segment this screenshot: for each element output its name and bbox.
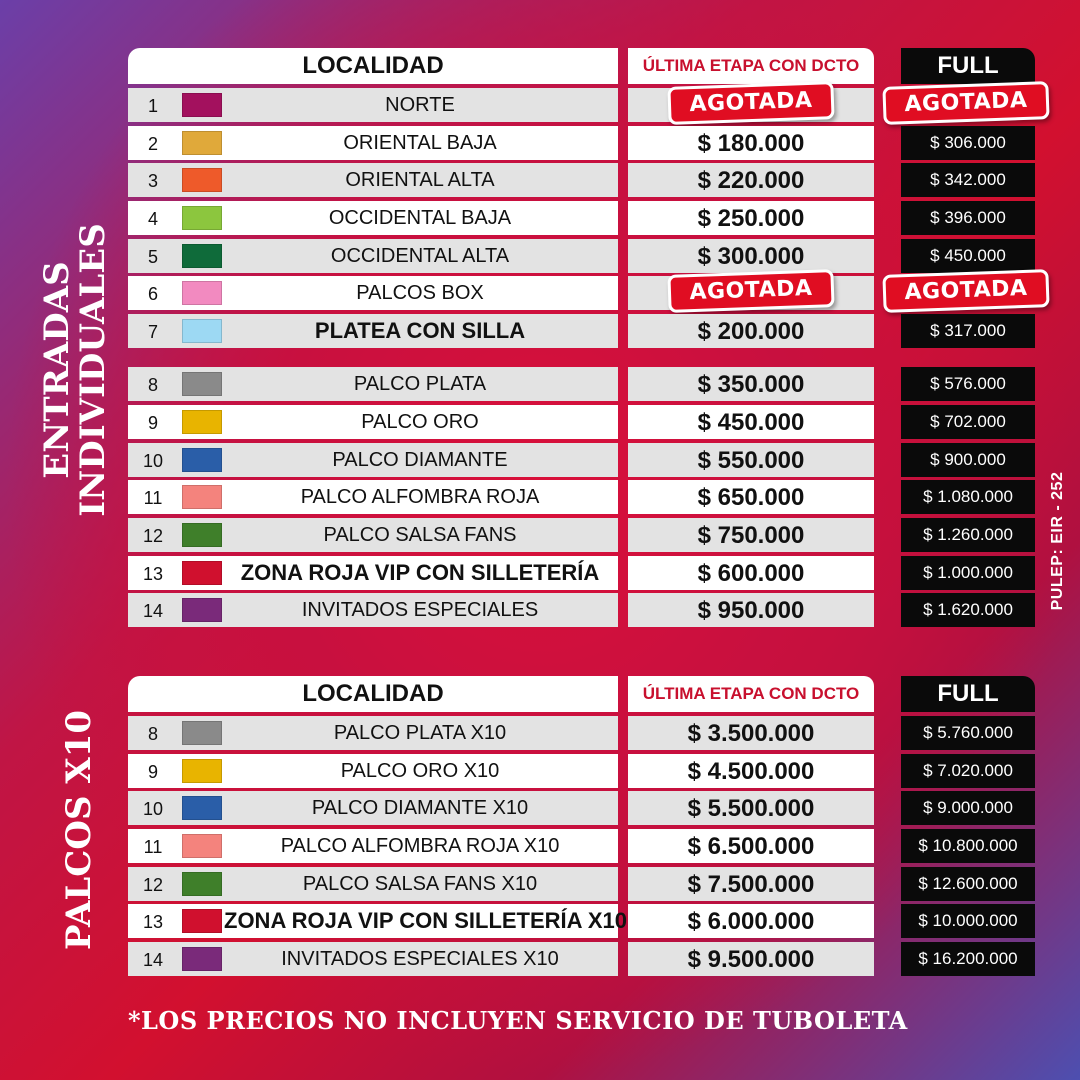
full-price-cell: $ 1.260.000 [901, 518, 1035, 552]
zone-color-swatch [182, 834, 222, 858]
table-row [128, 314, 1038, 348]
table-row [128, 716, 1038, 750]
full-price-cell: $ 16.200.000 [901, 942, 1035, 976]
row-number: 11 [143, 837, 163, 858]
zone-color-swatch [182, 93, 222, 117]
zone-name: PALCO SALSA FANS X10 [302, 872, 538, 895]
sold-out-stamp: AGOTADA [667, 270, 834, 314]
dcto-price-cell: $ 4.500.000 [628, 754, 874, 788]
row-number: 11 [143, 488, 163, 509]
row-number: 9 [147, 761, 158, 782]
zone-name: PALCO ORO [361, 410, 479, 433]
table-row [128, 867, 1038, 901]
dcto-price-cell: $ 6.500.000 [628, 829, 874, 863]
dcto-price-cell: $ 7.500.000 [628, 867, 874, 901]
row-number: 12 [142, 525, 164, 546]
section-label-entradas-individuales [37, 210, 113, 530]
dcto-price-cell: $ 220.000 [628, 163, 874, 197]
dcto-price-cell: $ 600.000 [628, 556, 874, 590]
localidad-cell [128, 405, 618, 439]
table-row [128, 829, 1038, 863]
zone-name: PALCOS BOX [356, 282, 484, 305]
localidad-cell [128, 480, 618, 514]
dcto-price-cell: $ 200.000 [628, 314, 874, 348]
dcto-price-cell: $ 9.500.000 [628, 942, 874, 976]
row-number: 8 [147, 375, 158, 396]
row-number: 13 [142, 912, 164, 933]
row-number: 5 [147, 246, 158, 267]
full-price-cell: $ 7.020.000 [901, 754, 1035, 788]
localidad-cell [128, 88, 618, 122]
full-price-cell: $ 900.000 [901, 443, 1035, 477]
full-price-cell: $ 1.000.000 [901, 556, 1035, 590]
table-row [128, 239, 1038, 273]
full-price-cell: $ 317.000 [901, 314, 1035, 348]
dcto-price-cell [628, 276, 874, 310]
dcto-price-cell: $ 650.000 [628, 480, 874, 514]
localidad-cell [128, 942, 618, 976]
dcto-price-cell [628, 88, 874, 122]
zone-color-swatch [182, 523, 222, 547]
localidad-cell [128, 593, 618, 627]
dcto-price-cell: $ 6.000.000 [628, 904, 874, 938]
dcto-price-cell: $ 950.000 [628, 593, 874, 627]
zone-name: PALCO ALFOMBRA ROJA [300, 486, 540, 509]
section-label-palcos-x10: PALCOS X10 [59, 709, 99, 951]
row-number: 6 [147, 284, 158, 305]
rows-group-a [128, 88, 1038, 348]
header-full: FULL [901, 676, 1035, 712]
table-row [128, 276, 1038, 310]
price-table-palcos [128, 676, 1038, 980]
row-number: 10 [142, 450, 164, 471]
localidad-cell [128, 239, 618, 273]
localidad-cell [128, 904, 627, 938]
table-row [128, 791, 1038, 825]
full-price-cell: $ 10.000.000 [901, 904, 1035, 938]
zone-name: PALCO PLATA [353, 373, 487, 396]
localidad-cell [128, 276, 618, 310]
row-number: 3 [147, 171, 158, 192]
row-number: 14 [142, 950, 164, 971]
zone-name: PALCO PLATA X10 [333, 722, 507, 744]
price-table-individual [128, 48, 1038, 631]
localidad-cell [128, 201, 618, 235]
full-price-cell: $ 1.080.000 [901, 480, 1035, 514]
row-number: 12 [142, 874, 164, 895]
zone-color-swatch [182, 561, 222, 585]
dcto-price-cell: $ 250.000 [628, 201, 874, 235]
localidad-cell [128, 443, 618, 477]
table-row [128, 518, 1038, 552]
rows-palcos [128, 716, 1038, 976]
dcto-price-cell: $ 350.000 [628, 367, 874, 401]
full-price-cell: $ 702.000 [901, 405, 1035, 439]
zone-color-swatch [182, 206, 222, 230]
row-number: 1 [147, 96, 158, 116]
full-price-cell: $ 1.620.000 [901, 593, 1035, 627]
table-row [128, 754, 1038, 788]
full-price-cell [901, 88, 1035, 122]
zone-color-swatch [182, 872, 222, 896]
table-row [128, 942, 1038, 976]
header-localidad: LOCALIDAD [128, 48, 618, 84]
dcto-price-cell: $ 450.000 [628, 405, 874, 439]
full-price-cell: $ 576.000 [901, 367, 1035, 401]
zone-color-swatch [182, 168, 222, 192]
table-header [128, 676, 1038, 712]
zone-name: PALCO ORO X10 [340, 759, 500, 782]
localidad-cell [128, 829, 618, 863]
localidad-cell [128, 754, 618, 788]
zone-name: ZONA ROJA VIP CON SILLETERÍA X10 [224, 908, 627, 934]
row-number: 14 [142, 601, 164, 622]
pulep-code: PULEP: EIR - 252 [1049, 471, 1066, 611]
zone-color-swatch [182, 131, 222, 155]
header-localidad: LOCALIDAD [128, 676, 618, 712]
table-row [128, 88, 1038, 122]
zone-name: OCCIDENTAL BAJA [328, 207, 512, 230]
zone-name: PLATEA CON SILLA [314, 318, 526, 344]
zone-name: PALCO DIAMANTE [332, 448, 508, 471]
localidad-cell [128, 314, 618, 348]
dcto-price-cell: $ 180.000 [628, 126, 874, 160]
zone-color-swatch [182, 759, 222, 783]
zone-name: PALCO SALSA FANS [323, 523, 517, 546]
localidad-cell [128, 126, 618, 160]
localidad-cell [128, 867, 618, 901]
zone-name: ORIENTAL ALTA [345, 169, 495, 192]
localidad-cell [128, 556, 618, 590]
zone-color-swatch [182, 485, 222, 509]
row-number: 2 [147, 133, 158, 154]
row-number: 8 [147, 724, 158, 744]
localidad-cell [128, 716, 618, 750]
zone-color-swatch [182, 909, 222, 933]
row-number: 4 [147, 209, 158, 230]
full-price-cell: $ 306.000 [901, 126, 1035, 160]
full-price-cell: $ 12.600.000 [901, 867, 1035, 901]
table-row [128, 556, 1038, 590]
sold-out-stamp: AGOTADA [667, 81, 834, 125]
row-number: 10 [142, 799, 164, 820]
table-row [128, 126, 1038, 160]
zone-color-swatch [182, 796, 222, 820]
zone-color-swatch [182, 598, 222, 622]
table-header [128, 48, 1038, 84]
dcto-price-cell: $ 5.500.000 [628, 791, 874, 825]
zone-color-swatch [182, 448, 222, 472]
zone-name: PALCO ALFOMBRA ROJA X10 [280, 835, 560, 858]
full-price-cell: $ 396.000 [901, 201, 1035, 235]
zone-name: PALCO DIAMANTE X10 [311, 797, 529, 820]
dcto-price-cell: $ 3.500.000 [628, 716, 874, 750]
header-dcto: ÚLTIMA ETAPA CON DCTO [628, 48, 874, 84]
zone-name: INVITADOS ESPECIALES [301, 599, 539, 622]
table-row [128, 201, 1038, 235]
zone-color-swatch [182, 372, 222, 396]
header-dcto: ÚLTIMA ETAPA CON DCTO [628, 676, 874, 712]
localidad-cell [128, 518, 618, 552]
table-row [128, 443, 1038, 477]
row-number: 7 [147, 322, 158, 343]
table-row [128, 367, 1038, 401]
localidad-cell [128, 791, 618, 825]
table-row [128, 593, 1038, 627]
table-row [128, 405, 1038, 439]
zone-name: INVITADOS ESPECIALES X10 [281, 948, 559, 971]
localidad-cell [128, 163, 618, 197]
localidad-cell [128, 367, 618, 401]
table-row [128, 904, 1038, 938]
zone-color-swatch [182, 721, 222, 745]
zone-color-swatch [182, 410, 222, 434]
zone-name: OCCIDENTAL ALTA [330, 244, 510, 267]
header-full: FULL [901, 48, 1035, 84]
full-price-cell: $ 10.800.000 [901, 829, 1035, 863]
zone-name: NORTE [385, 94, 455, 116]
zone-color-swatch [182, 319, 222, 343]
rows-group-b [128, 367, 1038, 627]
sold-out-stamp: AGOTADA [882, 270, 1049, 314]
full-price-cell [901, 276, 1035, 310]
zone-color-swatch [182, 281, 222, 305]
footnote: *LOS PRECIOS NO INCLUYEN SERVICIO DE TUBOLETA [128, 1006, 908, 1035]
zone-name: ZONA ROJA VIP CON SILLETERÍA [240, 559, 600, 585]
section-label-line2: INDIVIDUALES [72, 223, 113, 517]
full-price-cell: $ 342.000 [901, 163, 1035, 197]
full-price-cell: $ 5.760.000 [901, 716, 1035, 750]
full-price-cell: $ 9.000.000 [901, 791, 1035, 825]
table-row [128, 163, 1038, 197]
zone-color-swatch [182, 244, 222, 268]
sold-out-stamp: AGOTADA [882, 81, 1049, 125]
table-row [128, 480, 1038, 514]
dcto-price-cell: $ 750.000 [628, 518, 874, 552]
zone-color-swatch [182, 947, 222, 971]
section-label-line1: ENTRADAS [37, 261, 77, 479]
dcto-price-cell: $ 550.000 [628, 443, 874, 477]
zone-name: ORIENTAL BAJA [343, 131, 497, 154]
dcto-price-cell: $ 300.000 [628, 239, 874, 273]
full-price-cell: $ 450.000 [901, 239, 1035, 273]
row-number: 13 [142, 563, 164, 584]
row-number: 9 [147, 412, 158, 433]
